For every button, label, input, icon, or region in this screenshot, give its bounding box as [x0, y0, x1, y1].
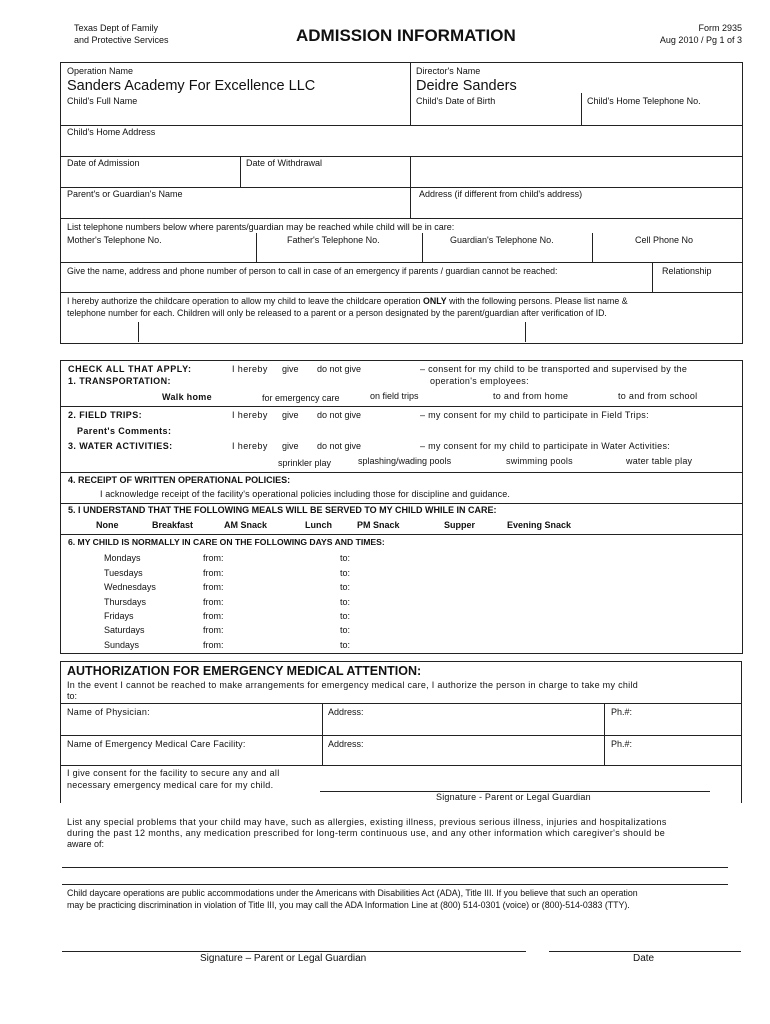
emergency-contact-label: Give the name, address and phone number of person to call in case of an emergency if parents / guardian cannot be reached: [67, 266, 558, 276]
saturdays-from-label: from: [203, 625, 224, 635]
physician-address-field[interactable] [324, 719, 602, 734]
guardian-phone-label: Guardian's Telephone No. [450, 235, 554, 245]
mother-phone-field[interactable] [62, 247, 254, 261]
mother-phone-label: Mother's Telephone No. [67, 235, 162, 245]
relationship-label: Relationship [662, 266, 712, 276]
agency-name-line2: and Protective Services [74, 35, 169, 45]
operation-name-label: Operation Name [67, 66, 134, 76]
field-trips-give-option[interactable]: give [282, 410, 299, 420]
authorize-persons-line2: telephone number for each. Children will only be released to a parent or a person designated by the parent/guardian after verification of ID. [67, 308, 607, 318]
fridays-to-label: to: [340, 611, 351, 621]
water-do-not-give-option[interactable]: do not give [317, 441, 362, 451]
parents-comments-label: Parent's Comments: [77, 426, 172, 436]
special-problems-line2: during the past 12 months, any medication prescribed for long-term continuous use, and any other information which caregiver's should be [67, 828, 666, 838]
meal-option-breakfast[interactable]: Breakfast [152, 520, 194, 530]
special-problems-field[interactable] [62, 850, 728, 866]
medical-consent-line1: I give consent for the facility to secure any and all [67, 768, 280, 778]
child-full-name-field[interactable] [62, 108, 408, 124]
medical-intro-line1: In the event I cannot be reached to make arrangements for emergency medical care, I authorize the person in charge to take my child [67, 680, 639, 690]
parent-signature-field[interactable] [62, 930, 526, 950]
physician-phone-field[interactable] [606, 719, 740, 734]
special-problems-line1: List any special problems that your child may have, such as allergies, existing illness, previous serious illness, injuries and hospitalizations [67, 817, 667, 827]
tuesdays-to-label: to: [340, 568, 351, 578]
home-transport-option[interactable]: to and from home [493, 391, 569, 401]
emergency-contact-field[interactable] [62, 278, 650, 291]
date-admission-field[interactable] [62, 170, 238, 186]
parents-comments-field[interactable] [170, 423, 738, 437]
authorized-person-3[interactable] [527, 323, 740, 341]
day-tuesdays: Tuesdays [104, 568, 143, 578]
splashing-pools-option[interactable]: splashing/wading pools [358, 456, 452, 466]
authorized-person-1[interactable] [62, 323, 136, 341]
child-home-address-field[interactable] [62, 140, 740, 155]
date-withdrawal-field[interactable] [242, 170, 408, 186]
father-phone-field[interactable] [258, 247, 420, 261]
parent-name-label: Parent's or Guardian's Name [67, 189, 183, 199]
agency-name-line1: Texas Dept of Family [74, 23, 159, 33]
father-phone-label: Father's Telephone No. [287, 235, 380, 245]
thursdays-from-label: from: [203, 597, 224, 607]
director-name-label: Director's Name [416, 66, 481, 76]
cell-phone-field[interactable] [594, 247, 740, 261]
school-transport-option[interactable]: to and from school [618, 391, 698, 401]
day-sundays: Sundays [104, 640, 140, 650]
day-wednesdays: Wednesdays [104, 582, 156, 592]
emergency-care-option[interactable]: for emergency care [262, 393, 340, 403]
mondays-to-label: to: [340, 553, 351, 563]
field-trips-label: 2. FIELD TRIPS: [68, 410, 143, 420]
authorized-person-2[interactable] [140, 323, 523, 341]
receipt-policies-label: 4. RECEIPT OF WRITTEN OPERATIONAL POLICIES: [68, 475, 291, 485]
child-dob-field[interactable] [412, 108, 579, 124]
ada-notice-line2: may be practicing discrimination in violation of Title III, you may call the ADA Information Line at (800) 514-0301 (voice) or (800)-514-0383 (TTY). [67, 900, 630, 910]
wednesdays-to-label: to: [340, 582, 351, 592]
transport-consent-text1: – consent for my child to be transported and supervised by the [420, 364, 688, 374]
water-give-option[interactable]: give [282, 441, 299, 451]
facility-address-label: Address: [328, 739, 364, 749]
medical-signature-field[interactable] [322, 770, 708, 790]
medical-authorization-title: AUTHORIZATION FOR EMERGENCY MEDICAL ATTENTION: [67, 664, 422, 678]
form-date-page: Aug 2010 / Pg 1 of 3 [659, 35, 742, 45]
form-number: Form 2935 [698, 23, 742, 33]
day-saturdays: Saturdays [104, 625, 145, 635]
transport-give-option[interactable]: give [282, 364, 299, 374]
ada-notice-line1: Child daycare operations are public accommodations under the Americans with Disabilities Act (ADA), Title III. If you believe that such an operation [67, 888, 638, 898]
child-home-phone-label: Child's Home Telephone No. [587, 96, 701, 106]
mondays-from-label: from: [203, 553, 224, 563]
water-consent-text: – my consent for my child to participate in Water Activities: [420, 441, 671, 451]
day-mondays: Mondays [104, 553, 141, 563]
medical-facility-label: Name of Emergency Medical Care Facility: [67, 739, 246, 749]
field-trips-i-hereby: I hereby [232, 410, 268, 420]
day-fridays: Fridays [104, 611, 134, 621]
water-activities-label: 3. WATER ACTIVITIES: [68, 441, 173, 451]
sundays-to-label: to: [340, 640, 351, 650]
field-trips-consent-text: – my consent for my child to participate in Field Trips: [420, 410, 649, 420]
child-home-phone-field[interactable] [583, 108, 740, 124]
water-i-hereby: I hereby [232, 441, 268, 451]
transport-do-not-give-option[interactable]: do not give [317, 364, 362, 374]
date-withdrawal-label: Date of Withdrawal [246, 158, 323, 168]
authorize-persons-line1: I hereby authorize the childcare operation to allow my child to leave the childcare operation ONLY with the following persons. Please list name & [67, 296, 628, 306]
guardian-phone-field[interactable] [424, 247, 590, 261]
walk-home-option[interactable]: Walk home [162, 392, 212, 402]
physician-name-field[interactable] [62, 719, 320, 734]
water-table-play-option[interactable]: water table play [626, 456, 693, 466]
child-full-name-label: Child's Full Name [67, 96, 138, 106]
facility-address-field[interactable] [324, 751, 602, 764]
director-name-value[interactable]: Deidre Sanders [416, 78, 517, 94]
fridays-from-label: from: [203, 611, 224, 621]
transport-consent-text2: operation's employees: [430, 376, 529, 386]
sprinkler-play-option[interactable]: sprinkler play [278, 458, 332, 468]
meals-label: 5. I UNDERSTAND THAT THE FOLLOWING MEALS WILL BE SERVED TO MY CHILD WHILE IN CARE: [68, 505, 497, 515]
tuesdays-from-label: from: [203, 568, 224, 578]
parent-signature-label: Signature – Parent or Legal Guardian [200, 953, 367, 964]
sundays-from-label: from: [203, 640, 224, 650]
check-all-label: CHECK ALL THAT APPLY: [68, 364, 192, 374]
signature-date-field[interactable] [549, 930, 741, 950]
meal-option-evening-snack[interactable]: Evening Snack [507, 520, 572, 530]
meal-option-am-snack[interactable]: AM Snack [224, 520, 268, 530]
meal-option-supper[interactable]: Supper [444, 520, 476, 530]
physician-phone-label: Ph.#: [611, 707, 633, 717]
meal-option-lunch[interactable]: Lunch [305, 520, 332, 530]
medical-consent-line2: necessary emergency medical care for my child. [67, 780, 274, 790]
medical-facility-field[interactable] [62, 751, 320, 764]
wednesdays-from-label: from: [203, 582, 224, 592]
meal-option-none[interactable]: None [96, 520, 119, 530]
date-admission-label: Date of Admission [67, 158, 140, 168]
meal-option-pm-snack[interactable]: PM Snack [357, 520, 400, 530]
address-if-different-field[interactable] [412, 201, 740, 217]
form-title: ADMISSION INFORMATION [296, 26, 516, 45]
signature-date-label: Date [633, 953, 655, 964]
child-dob-label: Child's Date of Birth [416, 96, 496, 106]
field-trips-option[interactable]: on field trips [370, 391, 419, 401]
phone-list-instruction: List telephone numbers below where parents/guardian may be reached while child will be in care: [67, 222, 455, 232]
day-thursdays: Thursdays [104, 597, 147, 607]
swimming-pools-option[interactable]: swimming pools [506, 456, 573, 466]
receipt-policies-text: I acknowledge receipt of the facility's operational policies including those for discipline and guidance. [100, 489, 510, 499]
operation-name-value[interactable]: Sanders Academy For Excellence LLC [67, 78, 316, 94]
special-problems-line3: aware of: [67, 839, 105, 849]
facility-phone-label: Ph.#: [611, 739, 633, 749]
physician-name-label: Name of Physician: [67, 707, 150, 717]
transportation-label: 1. TRANSPORTATION: [68, 376, 171, 386]
medical-signature-label: Signature - Parent or Legal Guardian [436, 792, 591, 802]
facility-phone-field[interactable] [606, 751, 740, 764]
field-trips-do-not-give-option[interactable]: do not give [317, 410, 362, 420]
thursdays-to-label: to: [340, 597, 351, 607]
parent-name-field[interactable] [62, 201, 408, 217]
medical-intro-line2: to: [67, 691, 78, 701]
cell-phone-label: Cell Phone No [635, 235, 694, 245]
child-home-address-label: Child's Home Address [67, 127, 156, 137]
transport-i-hereby: I hereby [232, 364, 268, 374]
saturdays-to-label: to: [340, 625, 351, 635]
days-times-label: 6. MY CHILD IS NORMALLY IN CARE ON THE FOLLOWING DAYS AND TIMES: [68, 537, 385, 547]
physician-address-label: Address: [328, 707, 364, 717]
address-if-different-label: Address (if different from child's address) [419, 189, 583, 199]
